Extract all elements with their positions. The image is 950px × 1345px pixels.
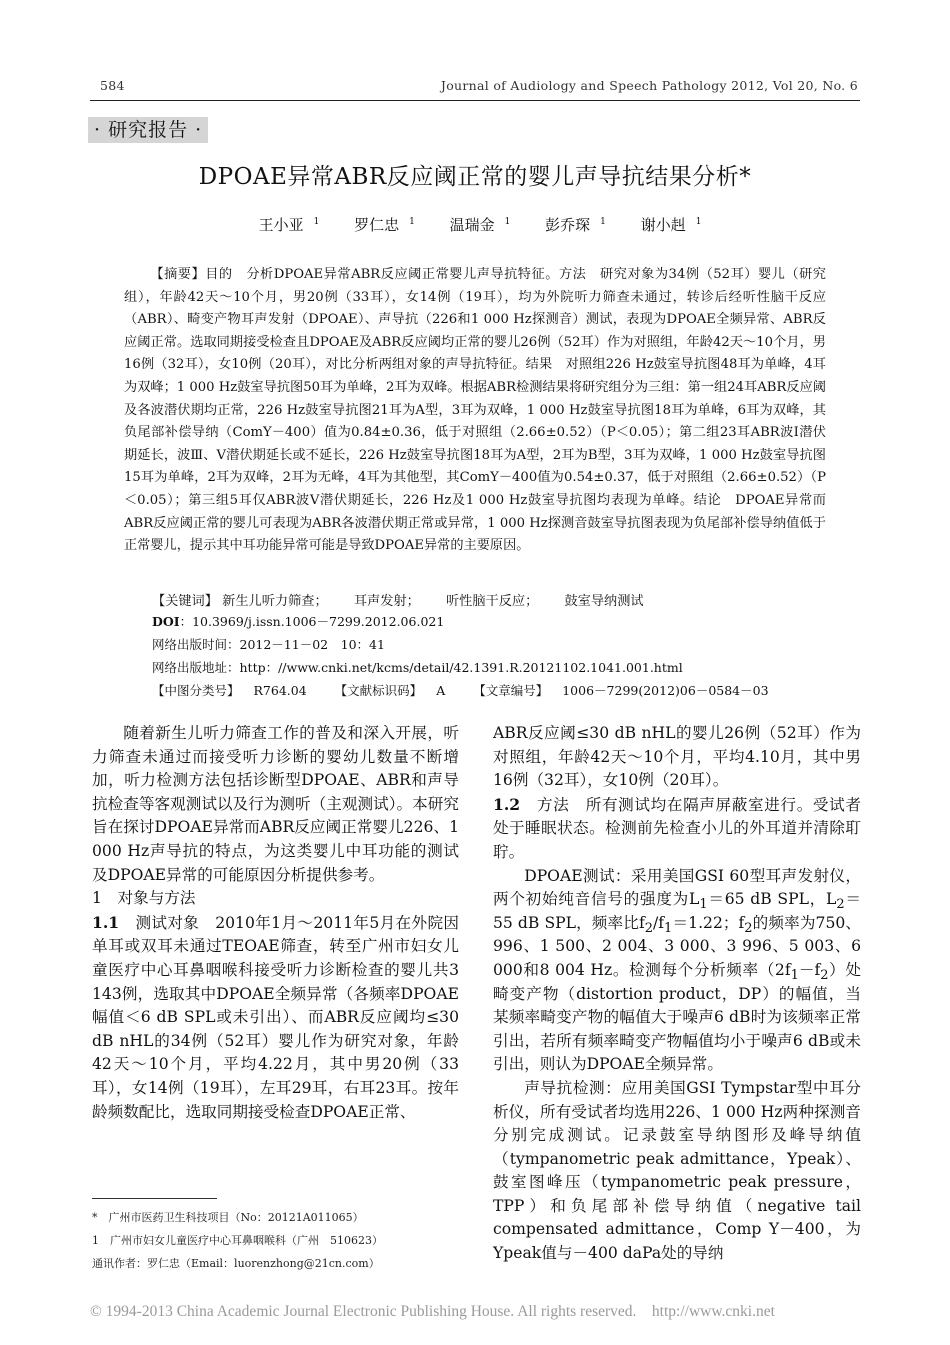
body-left-column (92, 722, 459, 1124)
page-number: 584 (100, 78, 125, 93)
keywords-label: 【关键词】 (152, 594, 218, 609)
section-heading: 1 对象与方法 (92, 889, 196, 908)
doi-line (152, 612, 444, 630)
article-no-label: 【文章编号】 (473, 683, 549, 698)
doi-label: DOI (152, 614, 180, 629)
tympanometry-paragraph: 声导抗检测：应用美国GSI Tympstar型中耳分析仪，所有受试者均选用226、1 000 Hz两种探测音分别完成测试。记录鼓室导纳图形及峰导纳值（tympanometric peak admittance，Ypeak）、鼓室图峰压（tympanometric peak pressure，TPP）和负尾部补偿导纳值（negative tail compensated admittance，Comp Y－400，为Ypeak值与－400 daPa处的导纳 (493, 1078, 861, 1263)
keyword: 耳声发射； (353, 594, 420, 609)
abstract (124, 264, 826, 558)
doc-code-value: A (436, 683, 446, 698)
keyword: 鼓室导纳测试 (564, 594, 644, 609)
subsection-1-1: 1.1 测试对象 2010年1月～2011年5月在外院因单耳或双耳未通过TEOAE筛查，转至广州市妇女儿童医疗中心耳鼻咽喉科接受听力诊断检查的婴儿共3 143例，选取其中DPOAE全频异常（各频率DPOAE幅值＜6 dB SPL或未引出）、而ABR反应阈均≤30 dB nHL的34例（52耳）婴儿作为研究对象，年龄42天～10个月，平均4.22月，其中男20例（33耳），女14例（19耳），左耳29耳，右耳23耳。按年龄频数配比，选取同期接受检查DPOAE正常、 (92, 912, 459, 1121)
classification-line (152, 681, 769, 699)
doc-code-label: 【文献标识码】 (334, 683, 423, 698)
section-label: · 研究报告 · (88, 117, 208, 143)
keyword: 听性脑干反应； (445, 594, 539, 609)
article-no-value: 1006－7299(2012)06－0584－03 (562, 683, 769, 698)
doi-value[interactable]: ：10.3969/j.issn.1006－7299.2012.06.021 (179, 614, 445, 629)
copyright-watermark: © 1994-2013 China Academic Journal Electronic Publishing House. All rights reserved. http://www.cnki.net (90, 1303, 775, 1320)
author: 彭乔琛 $^1$ (545, 216, 606, 234)
publish-url[interactable]: 网络出版地址：http：//www.cnki.net/kcms/detail/42.1391.R.20121102.1041.001.html (152, 660, 683, 675)
footnote-affiliation: 1 广州市妇女儿童医疗中心耳鼻咽喉科（广州 510623） (92, 1234, 383, 1247)
continued-paragraph: ABR反应阈≤30 dB nHL的婴儿26例（52耳）作为对照组，年龄42天～10个月，平均4.10月，其中男16例（32耳），女10例（20耳）。 (493, 724, 861, 790)
clc-value: R764.04 (253, 683, 307, 698)
footnote-corresponding: 通讯作者：罗仁忠（Email：luorenzhong@21cn.com） (92, 1257, 380, 1270)
body-right-column (493, 722, 861, 1266)
publish-time: 网络出版时间：2012－11－02 10：41 (152, 637, 385, 652)
clc-label: 【中图分类号】 (152, 683, 240, 698)
author-list (0, 214, 950, 235)
footnote-rule (92, 1198, 217, 1199)
journal-header: Journal of Audiology and Speech Pathology 2012, Vol 20, No. 6 (440, 78, 858, 93)
header-rule (90, 100, 860, 101)
author: 罗仁忠 $^1$ (354, 216, 415, 234)
author: 王小亚 $^1$ (258, 216, 320, 234)
author: 温瑞金 $^1$ (449, 216, 511, 234)
article-title: DPOAE异常ABR反应阈正常的婴儿声导抗结果分析* (198, 164, 752, 190)
keywords (152, 590, 666, 609)
footnote-funding: * 广州市医药卫生科技项目（No：20121A011065） (92, 1211, 364, 1224)
abstract-label: 【摘要】 (150, 267, 206, 282)
subsection-1-2: 1.2 方法 所有测试均在隔声屏蔽室进行。受试者处于睡眠状态。检测前先检查小儿的外耳道并清除耵聍。 (493, 794, 861, 861)
keyword: 新生儿听力筛查； (222, 594, 328, 609)
dpoae-paragraph: DPOAE测试：采用美国GSI 60型耳声发射仪，两个初始纯音信号的强度为$L_1=65$ dB SPL，$L_2=55$ dB SPL，频率比$f_2/f_1=1.22$；$f_2$的频率为750、996、1 500、2 004、3 000、3 996、5 003、6 000和8 004 Hz。检测每个分析频率$(2f_1-f_2)$处畸变产物（distortion product，DP）的幅值，当某频率畸变产物的幅值大于噪声6 dB时为该频率正常引出，若所有频率畸变产物幅值均小于噪声6 dB或未引出，则认为DPOAE全频异常。 (493, 866, 862, 1074)
abstract-text: 目的 分析DPOAE异常ABR反应阈正常婴儿声导抗特征。方法 研究对象为34例（52耳）婴儿（研究组），年龄42天～10个月，男20例（33耳），女14例（19耳），均为外院听力筛查未通过，转诊后经听性脑干反应（ABR）、畸变产物耳声发射（DPOAE）、声导抗（226和1 000 Hz探测音）测试，表现为DPOAE全频异常、ABR反应阈正常。选取同期接受检查且DPOAE及ABR反应阈均正常的婴儿26例（52耳）作为对照组，年龄42天～10个月，男16例（32耳），女10例（20耳），对比分析两组对象的声导抗特征。结果 对照组226 Hz鼓室导抗图48耳为单峰，4耳为双峰；1 000 Hz鼓室导抗图50耳为单峰，2耳为双峰。根据ABR检测结果将研究组分为三组：第一组24耳ABR反应阈及各波潜伏期均正常，226 Hz鼓室导抗图21耳为A型，3耳为双峰，1 000 Hz鼓室导抗图18耳为单峰，6耳为双峰，其负尾部补偿导纳（ComY－400）值为0.84±0.36，低于对照组（2.66±0.52）（P＜0.05）；第二组23耳ABR波Ⅰ潜伏期延长，波Ⅲ、Ⅴ潜伏期延长或不延长，226 Hz鼓室导抗图18耳为A型，2耳为B型，3耳为双峰，1 000 Hz鼓室导抗图15耳为单峰，2耳为双峰，2耳为无峰，4耳为其他型，其ComY－400值为0.54±0.37，低于对照组（2.66±0.52）（P＜0.05）；第三组5耳仅ABR波Ⅴ潜伏期延长，226 Hz及1 000 Hz鼓室导抗图均表现为单峰。结论 DPOAE异常而ABR反应阈正常的婴儿可表现为ABR各波潜伏期正常或异常，1 000 Hz探测音鼓室导抗图表现为负尾部补偿导纳值低于正常婴儿，提示其中耳功能异常可能是导致DPOAE异常的主要原因。 (124, 267, 826, 554)
intro-paragraph: 随着新生儿听力筛查工作的普及和深入开展，听力筛查未通过而接受听力诊断的婴幼儿数量不断增加，听力检测方法包括诊断型DPOAE、ABR和声导抗检查等客观测试以及行为测听（主观测试）。本研究旨在探讨DPOAE异常而ABR反应阈正常婴儿226、1 000 Hz声导抗的特点，为这类婴儿中耳功能的测试及DPOAE异常的可能原因分析提供参考。 (92, 724, 459, 884)
author: 谢小赳 $^1$ (640, 216, 702, 234)
